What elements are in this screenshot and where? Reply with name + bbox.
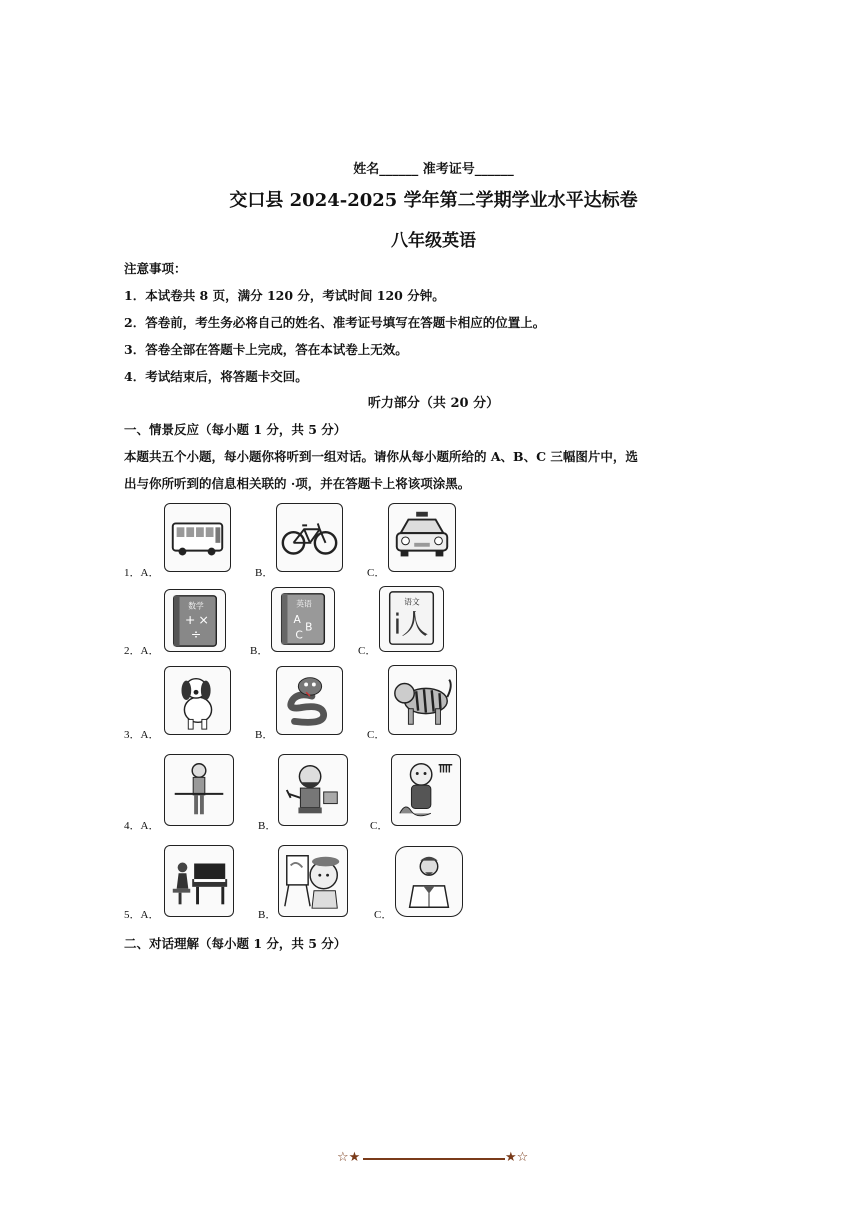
svg-text:A: A <box>293 612 301 626</box>
boy-icon[interactable] <box>164 754 234 826</box>
section1-title: 一、情景反应（每小题 1 分，共 5 分） <box>124 422 347 437</box>
svg-text:C: C <box>295 628 303 642</box>
note-item: 1．本试卷共 8 页，满分 120 分，考试时间 120 分钟。 <box>124 288 445 303</box>
note-item: 4．考试结束后，将答题卡交回。 <box>124 369 308 384</box>
svg-text:语文: 语文 <box>404 597 420 607</box>
dog-icon[interactable] <box>164 666 231 735</box>
q3-b-label: B． <box>255 729 274 741</box>
listening-part-title: 听力部分（共 20 分） <box>367 396 500 411</box>
q1-label: 1．A． <box>124 567 160 579</box>
instructions-line: 本题共五个小题，每小题你将听到一组对话。请你从每小题所给的 A、B、C 三幅图片中，选 <box>124 449 638 464</box>
q1-c-label: C． <box>367 567 386 579</box>
instructions-line: 出与你所听到的信息相关联的 ·项，并在答题卡上将该项涂黑。 <box>124 476 471 491</box>
star-icon: ☆★ <box>337 1150 361 1165</box>
bicycle-icon[interactable] <box>276 503 343 572</box>
note-item: 2．答卷前，考生务必将自己的姓名、准考证号填写在答题卡相应的位置上。 <box>124 315 546 330</box>
exam-subtitle: 八年级英语 <box>391 231 476 251</box>
q2-b-label: B． <box>250 645 269 657</box>
svg-text:÷: ÷ <box>190 626 202 642</box>
svg-text:B: B <box>305 620 313 634</box>
doctor-icon[interactable] <box>395 846 463 917</box>
q4-b-label: B． <box>258 820 277 832</box>
svg-text:+: + <box>184 611 196 627</box>
pianist-icon[interactable] <box>164 845 234 917</box>
mechanic-icon[interactable] <box>278 754 348 826</box>
q4-label: 4．A． <box>124 820 160 832</box>
taxi-icon[interactable] <box>388 503 456 572</box>
english-book-icon[interactable] <box>271 587 335 652</box>
q2-c-label: C． <box>358 645 377 657</box>
exam-title: 交口县 2024-2025 学年第二学期学业水平达标卷 <box>229 190 638 211</box>
tiger-icon[interactable] <box>388 665 457 735</box>
q2-label: 2．A． <box>124 645 160 657</box>
grandpa-icon[interactable] <box>391 754 461 826</box>
painter-icon[interactable] <box>278 845 348 917</box>
q4-c-label: C． <box>370 820 389 832</box>
footer-divider <box>363 1158 505 1160</box>
chinese-book-icon[interactable] <box>379 586 444 652</box>
q1-b-label: B． <box>255 567 274 579</box>
note-item: 3．答卷全部在答题卡上完成，答在本试卷上无效。 <box>124 342 408 357</box>
math-book-icon[interactable] <box>164 589 226 652</box>
svg-text:数学: 数学 <box>188 601 204 611</box>
svg-text:×: × <box>198 611 209 627</box>
snake-icon[interactable] <box>276 666 343 735</box>
svg-text:英语: 英语 <box>296 599 312 609</box>
star-icon: ★☆ <box>505 1150 529 1165</box>
q5-label: 5．A． <box>124 909 160 921</box>
bus-icon[interactable] <box>164 503 231 572</box>
q3-label: 3．A． <box>124 729 160 741</box>
name-id-line: 姓名______ 准考证号______ <box>353 162 514 177</box>
q5-b-label: B． <box>258 909 277 921</box>
svg-text:i人: i人 <box>393 609 429 641</box>
footer-ornament <box>337 1148 537 1170</box>
section2-title: 二、对话理解（每小题 1 分，共 5 分） <box>124 936 347 951</box>
q3-c-label: C． <box>367 729 386 741</box>
q5-c-label: C． <box>374 909 393 921</box>
notes-heading: 注意事项： <box>124 261 187 276</box>
